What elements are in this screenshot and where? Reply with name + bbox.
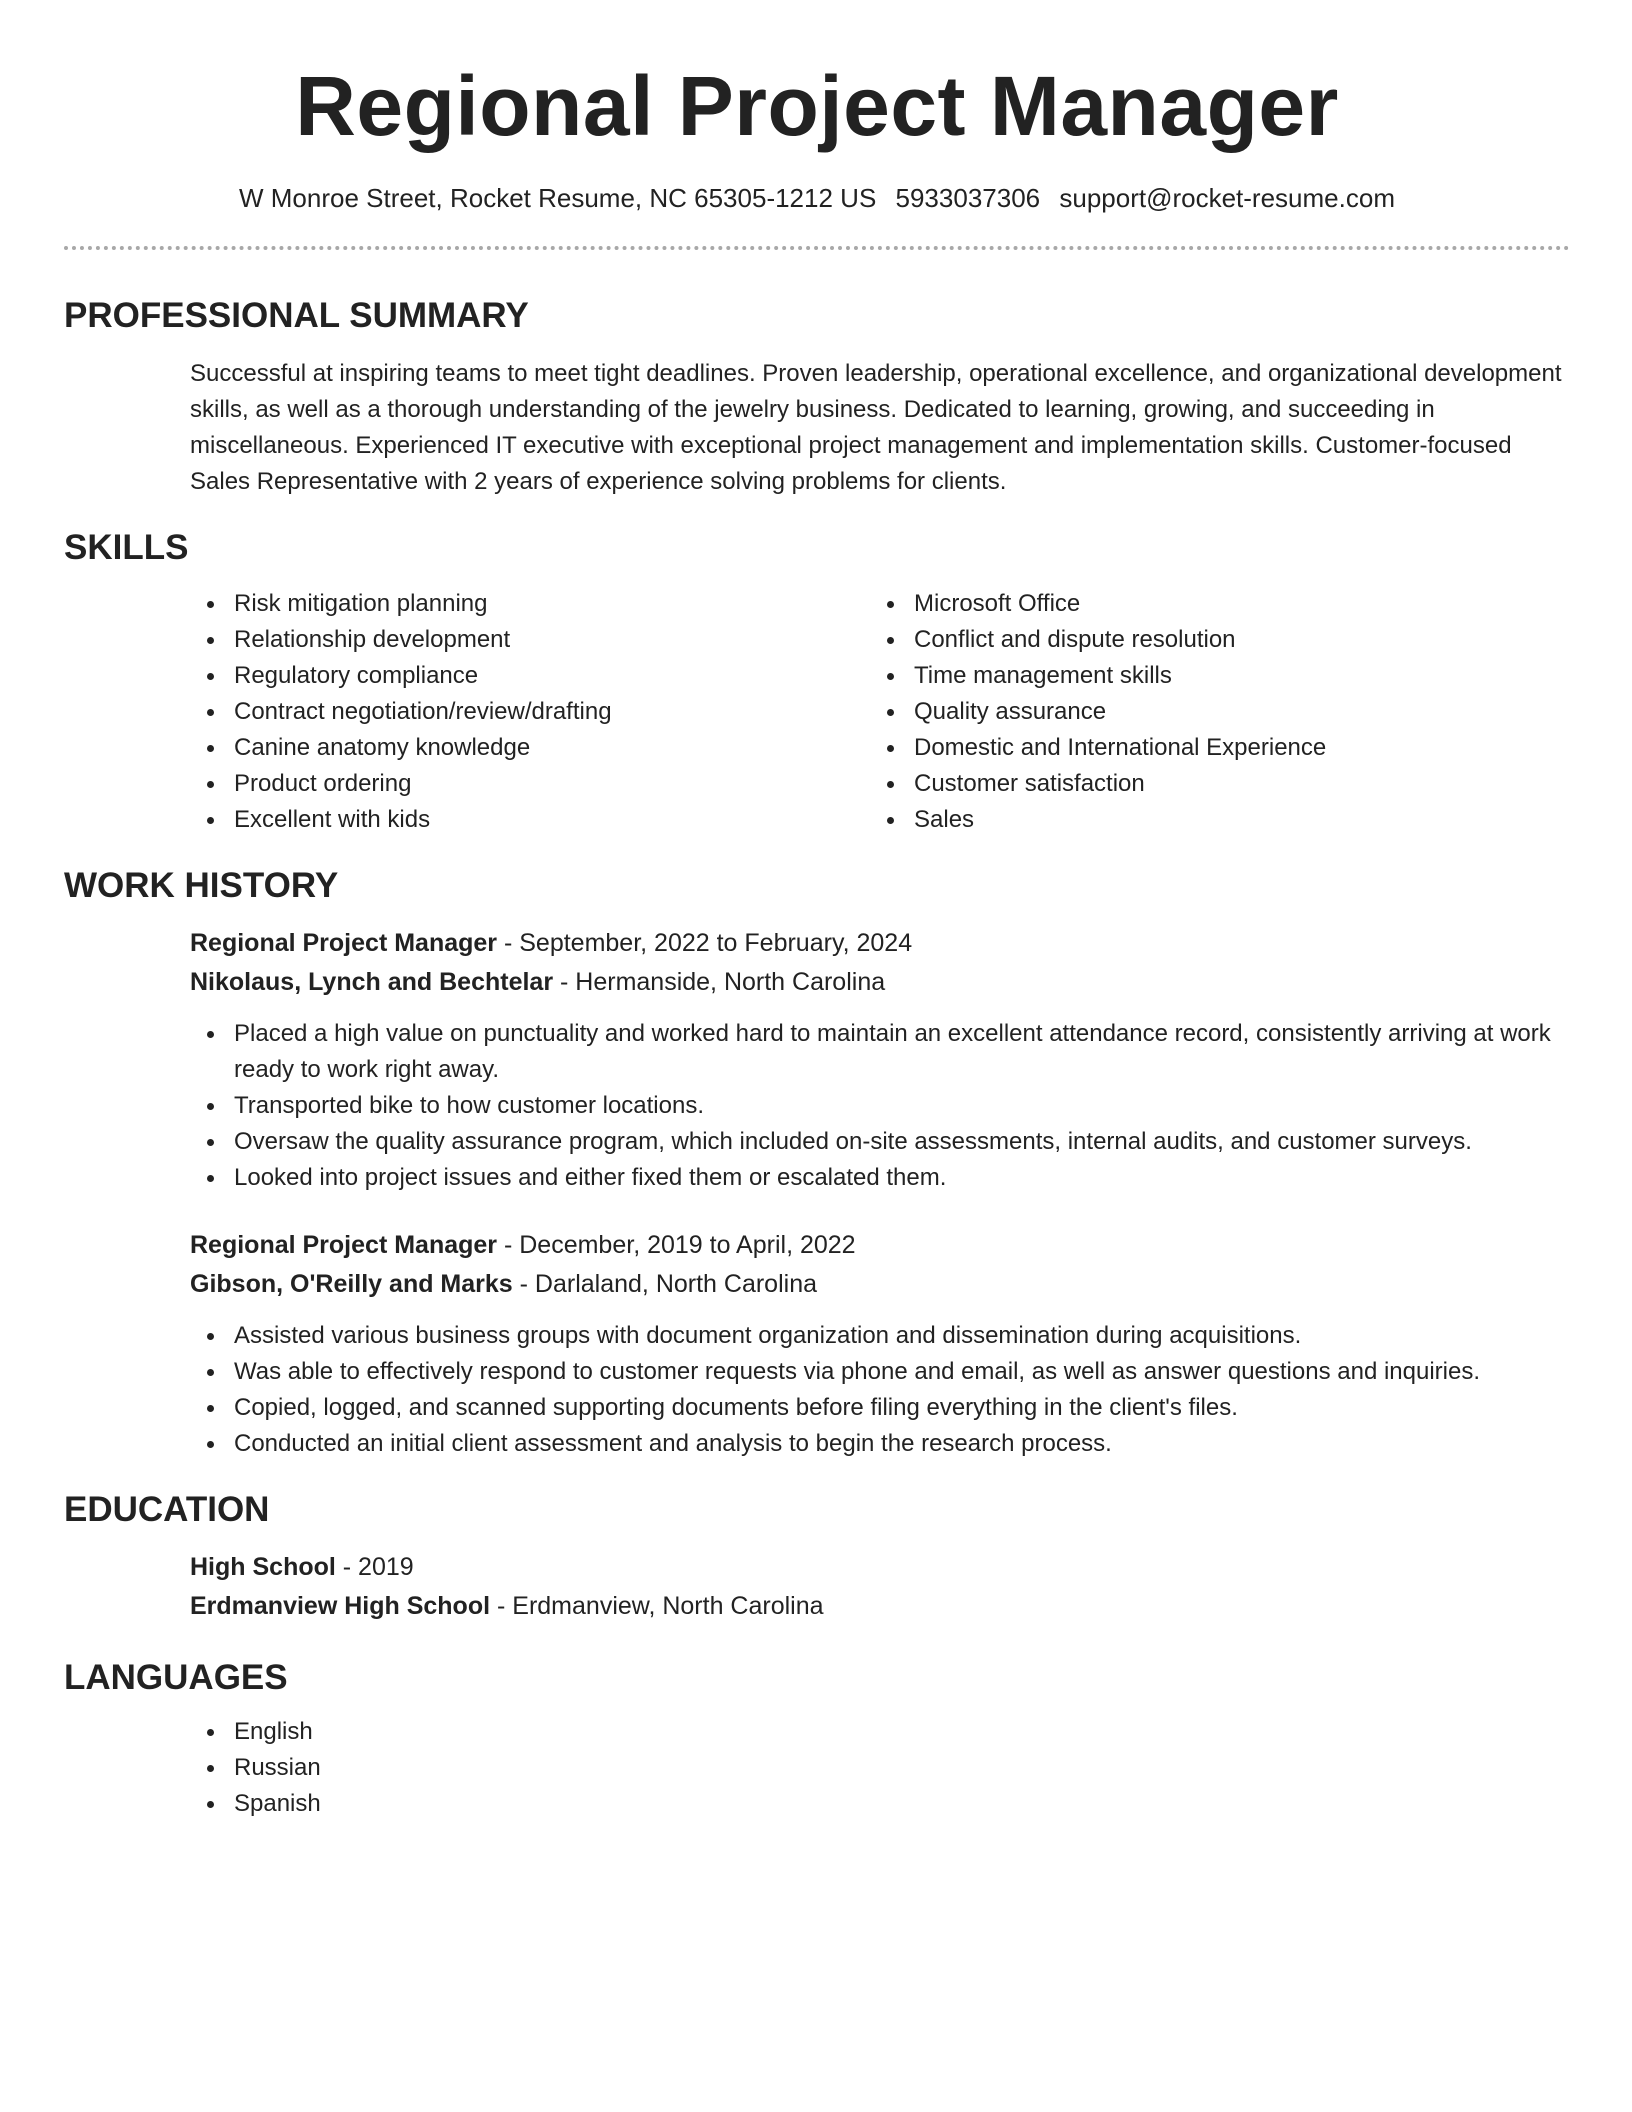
skills-left-list — [190, 586, 870, 838]
job-bullet: Looked into project issues and either fixed them or escalated them. — [190, 1160, 1570, 1196]
job-entry — [190, 924, 1570, 1196]
education-degree-line — [190, 1548, 1570, 1587]
job-bullets — [64, 1016, 1570, 1196]
contact-line — [64, 182, 1570, 214]
skill-item: Time management skills — [870, 658, 1550, 694]
skill-item: Microsoft Office — [870, 586, 1550, 622]
language-item: English — [190, 1714, 1570, 1750]
skills-right-list — [870, 586, 1550, 838]
skills-columns — [190, 586, 1570, 838]
job-entry — [190, 1226, 1570, 1462]
education-location: - Erdmanview, North Carolina — [490, 1592, 824, 1620]
education-degree: High School — [190, 1553, 336, 1581]
languages-list — [190, 1714, 1570, 1822]
job-bullet: Transported bike to how customer locations. — [190, 1088, 1570, 1124]
resume-page — [64, 0, 1570, 1822]
job-bullet: Copied, logged, and scanned supporting documents before filing everything in the client's files. — [190, 1390, 1570, 1426]
job-dates: - September, 2022 to February, 2024 — [497, 929, 913, 957]
education-school: Erdmanview High School — [190, 1592, 491, 1620]
skills-heading: SKILLS — [64, 528, 189, 567]
skill-item: Conflict and dispute resolution — [870, 622, 1550, 658]
skills-section — [64, 526, 1570, 838]
job-bullet: Oversaw the quality assurance program, which included on-site assessments, internal audits, and customer surveys. — [190, 1124, 1570, 1160]
contact-email[interactable]: support@rocket-resume.com — [1059, 183, 1395, 213]
job-company-line — [190, 1265, 1570, 1304]
languages-section — [64, 1656, 1570, 1822]
job-role: Regional Project Manager — [190, 929, 498, 957]
summary-text: Successful at inspiring teams to meet tight deadlines. Proven leadership, operational excellence, and organizational development skills, as well as a thorough understanding of the jewelry business. Dedicated to learning, growing, and succeeding in miscellaneous. Experienced IT executive with exceptional project management and implementation skills. Customer-focused Sales Representative with 2 years of experience solving problems for clients. — [190, 360, 1562, 495]
job-bullet: Placed a high value on punctuality and worked hard to maintain an excellent attendance record, consistently arriving at work ready to work right away. — [190, 1016, 1570, 1088]
job-location: - Darlaland, North Carolina — [512, 1270, 817, 1298]
job-company: Gibson, O'Reilly and Marks — [190, 1270, 513, 1298]
education-entry — [190, 1548, 1570, 1626]
contact-phone: 5933037306 — [895, 183, 1041, 213]
skill-item: Product ordering — [190, 766, 870, 802]
languages-heading: LANGUAGES — [64, 1658, 288, 1697]
summary-section — [64, 294, 1570, 500]
work-heading: WORK HISTORY — [64, 866, 339, 905]
job-title-line — [190, 1226, 1570, 1265]
skill-item: Risk mitigation planning — [190, 586, 870, 622]
contact-address: W Monroe Street, Rocket Resume, NC 65305-1212 US — [239, 183, 877, 213]
work-section — [64, 864, 1570, 1462]
resume-name: Regional Project Manager — [295, 59, 1339, 153]
job-company-line — [190, 963, 1570, 1002]
skill-item: Excellent with kids — [190, 802, 870, 838]
job-bullets — [64, 1318, 1570, 1462]
job-location: - Hermanside, North Carolina — [553, 968, 886, 996]
education-section — [64, 1488, 1570, 1626]
skill-item: Contract negotiation/review/drafting — [190, 694, 870, 730]
job-company: Nikolaus, Lynch and Bechtelar — [190, 968, 554, 996]
job-bullet: Assisted various business groups with document organization and dissemination during acquisitions. — [190, 1318, 1570, 1354]
header-divider — [64, 246, 1570, 250]
summary-heading: PROFESSIONAL SUMMARY — [64, 296, 529, 335]
skill-item: Domestic and International Experience — [870, 730, 1550, 766]
job-role: Regional Project Manager — [190, 1231, 498, 1259]
skill-item: Regulatory compliance — [190, 658, 870, 694]
skill-item: Quality assurance — [870, 694, 1550, 730]
job-title-line — [190, 924, 1570, 963]
job-bullet: Was able to effectively respond to customer requests via phone and email, as well as answer questions and inquiries. — [190, 1354, 1570, 1390]
education-school-line — [190, 1587, 1570, 1626]
language-item: Spanish — [190, 1786, 1570, 1822]
skill-item: Customer satisfaction — [870, 766, 1550, 802]
language-item: Russian — [190, 1750, 1570, 1786]
skill-item: Relationship development — [190, 622, 870, 658]
job-bullet: Conducted an initial client assessment and analysis to begin the research process. — [190, 1426, 1570, 1462]
skill-item: Canine anatomy knowledge — [190, 730, 870, 766]
job-dates: - December, 2019 to April, 2022 — [497, 1231, 856, 1259]
education-year: - 2019 — [335, 1553, 414, 1581]
skill-item: Sales — [870, 802, 1550, 838]
education-heading: EDUCATION — [64, 1490, 270, 1529]
